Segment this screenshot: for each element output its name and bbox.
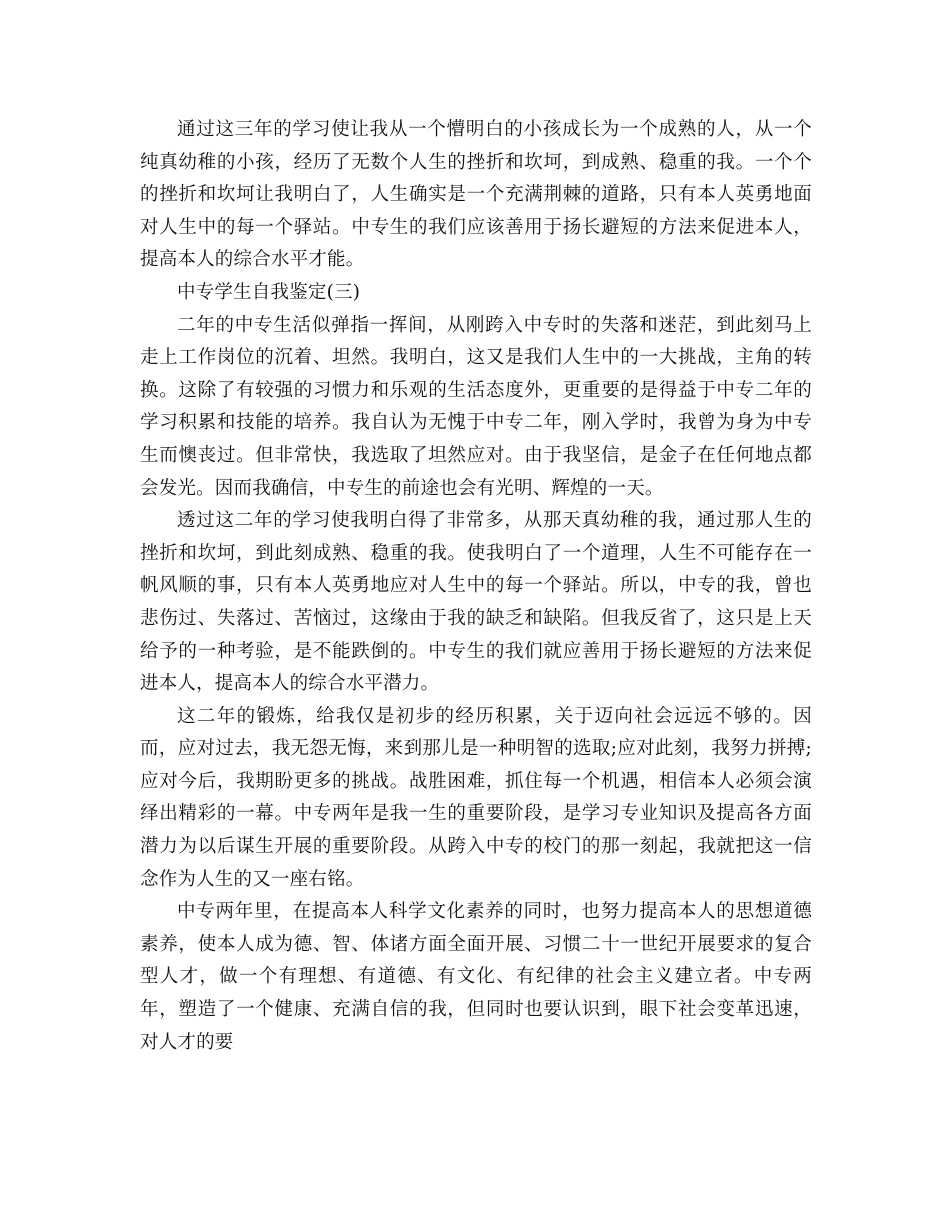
paragraph-4: 这二年的锻炼，给我仅是初步的经历积累，关于迈向社会远远不够的。因而，应对过去，我无怨无悔，来到那儿是一种明智的选取;应对此刻，我努力拼搏;应对今后，我期盼更多的挑战。战胜困难，抓住每一个机遇，相信本人必须会演绎出精彩的一幕。中专两年是我一生的重要阶段，是学习专业知识及提高各方面潜力为以后谋生开展的重要阶段。从跨入中专的校门的那一刻起，我就把这一信念作为人生的又一座右铭。 — [140, 705, 812, 890]
paragraph-2: 二年的中专生活似弹指一挥间，从刚跨入中专时的失落和迷茫，到此刻马上走上工作岗位的沉着、坦然。我明白，这又是我们人生中的一大挑战，主角的转换。这除了有较强的习惯力和乐观的生活态度外，更重要的是得益于中专二年的学习积累和技能的培养。我自认为无愧于中专二年，刚入学时，我曾为身为中专生而懊丧过。但非常快，我选取了坦然应对。由于我坚信，是金子在任何地点都会发光。因而我确信，中专生的前途也会有光明、辉煌的一天。 — [140, 314, 812, 499]
paragraph-1: 通过这三年的学习使让我从一个懵明白的小孩成长为一个成熟的人，从一个纯真幼稚的小孩，经历了无数个人生的挫折和坎坷，到成熟、稳重的我。一个个的挫折和坎坷让我明白了，人生确实是一个充满荆棘的道路，只有本人英勇地面对人生中的每一个驿站。中专生的我们应该善用于扬长避短的方法来促进本人，提高本人的综合水平才能。 — [140, 119, 812, 271]
document-body — [140, 114, 812, 1059]
paragraph-5: 中专两年里，在提高本人科学文化素养的同时，也努力提高本人的思想道德素养，使本人成为德、智、体诸方面全面开展、习惯二十一世纪开展要求的复合型人才，做一个有理想、有道德、有文化、有纪律的社会主义建立者。中专两年，塑造了一个健康、充满自信的我，但同时也要认识到，眼下社会变革迅速，对人才的要 — [140, 901, 812, 1053]
section-heading: 中专学生自我鉴定(三) — [177, 281, 361, 303]
paragraph-3: 透过这二年的学习使我明白得了非常多，从那天真幼稚的我，通过那人生的挫折和坎坷，到此刻成熟、稳重的我。使我明白了一个道理，人生不可能存在一帆风顺的事，只有本人英勇地应对人生中的每一个驿站。所以，中专的我，曾也悲伤过、失落过、苦恼过，这缘由于我的缺乏和缺陷。但我反省了，这只是上天给予的一种考验，是不能跌倒的。中专生的我们就应善用于扬长避短的方法来促进本人，提高本人的综合水平潜力。 — [140, 510, 812, 695]
